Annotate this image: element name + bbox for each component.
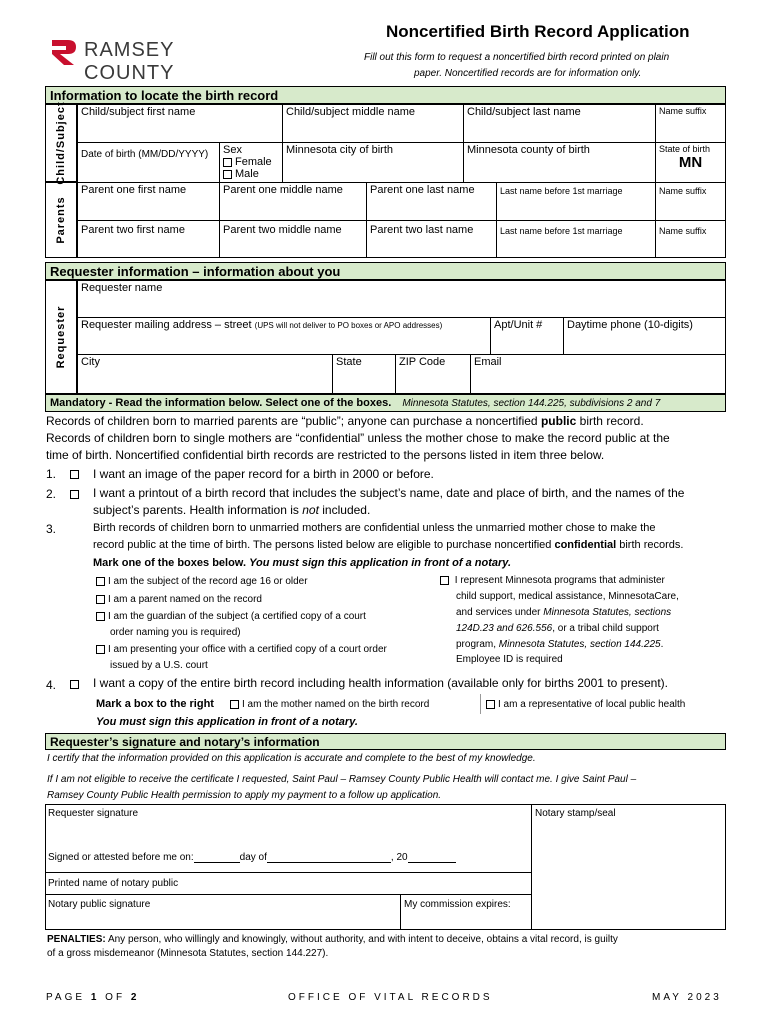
option-court-order-line-2: issued by a U.S. court xyxy=(110,660,208,671)
option-mn-programs-line-5: program, Minnesota Statutes, section 144.225. xyxy=(456,639,664,650)
mandatory-header-ref: Minnesota Statutes, section 144.225, subdivisions 2 and 7 xyxy=(402,398,661,409)
item-3-text-line-3: Mark one of the boxes below. You must sign this application in front of a notary. xyxy=(93,557,512,569)
child-name-suffix-field[interactable]: Name suffix xyxy=(655,104,726,143)
mandatory-header xyxy=(45,394,726,412)
eligible-text-line-1: If I am not eligible to receive the certificate I requested, Saint Paul – Ramsey County Public Health will contact me. I give Saint Paul – xyxy=(47,774,637,785)
option-court-order-checkbox[interactable] xyxy=(96,645,105,654)
commission-expires-field[interactable]: My commission expires: xyxy=(404,899,511,910)
option-mn-programs-line-3: and services under Minnesota Statutes, sections xyxy=(456,607,672,618)
parent-one-name-suffix-field[interactable]: Name suffix xyxy=(655,182,726,221)
item-1-text: I want an image of the paper record for a birth in 2000 or before. xyxy=(93,467,434,481)
option-mn-programs-line-4: 124D.23 and 626.556, or a tribal child support xyxy=(456,623,659,634)
subtitle-line-1: Fill out this form to request a noncertified birth record printed on plain xyxy=(364,52,670,63)
sex-field xyxy=(219,142,283,183)
option-parent-checkbox[interactable] xyxy=(96,595,105,604)
footer-date: MAY 2023 xyxy=(652,992,722,1003)
printed-name-rule xyxy=(45,894,532,895)
section-locate-header: Information to locate the birth record xyxy=(45,86,726,104)
date-of-birth-field[interactable]: Date of birth (MM/DD/YYYY) xyxy=(77,142,220,183)
parent-one-first-name-field[interactable]: Parent one first name xyxy=(77,182,220,221)
option-court-order[interactable]: I am presenting your office with a certified copy of a court order xyxy=(96,644,387,655)
item-4-option-public-health[interactable]: I am a representative of local public health xyxy=(486,699,685,710)
restricted-records-text: time of birth. Noncertified confidential birth records are restricted to the persons listed in item three below. xyxy=(46,448,605,462)
side-label-child: Child/Subject xyxy=(45,104,77,182)
email-field[interactable]: Email xyxy=(470,354,726,394)
zip-code-field[interactable]: ZIP Code xyxy=(395,354,471,394)
signature-right-rule xyxy=(725,804,726,930)
parent-one-last-name-before-marriage-field[interactable]: Last name before 1st marriage xyxy=(496,182,656,221)
address-label: Requester mailing address – street xyxy=(81,319,252,331)
signature-top-rule xyxy=(45,804,726,805)
option-guardian[interactable]: I am the guardian of the subject (a certified copy of a court xyxy=(96,611,366,622)
notary-stamp-field[interactable]: Notary stamp/seal xyxy=(535,808,616,819)
item-4-divider xyxy=(480,694,481,714)
certify-text: I certify that the information provided on this application is accurate and complete to the best of my knowledge. xyxy=(47,753,536,764)
section-requester-header: Requester information – information about you xyxy=(45,262,726,280)
requester-signature-rule xyxy=(45,872,532,873)
item-3-text-line-2: record public at the time of birth. The persons listed below are eligible to purchase noncertified confidential birth records. xyxy=(93,539,684,551)
option-guardian-line-2: order naming you is required) xyxy=(110,627,241,638)
notary-signature-field[interactable]: Notary public signature xyxy=(48,899,151,910)
item-3-text-line-1: Birth records of children born to unmarried mothers are confidential unless the unmarried mother chose to make the xyxy=(93,522,656,534)
option-guardian-checkbox[interactable] xyxy=(96,612,105,621)
item-3-number: 3. xyxy=(46,522,57,536)
item-2-number: 2. xyxy=(46,487,57,501)
item-4-option-mother-checkbox[interactable] xyxy=(230,700,239,709)
requester-name-field[interactable]: Requester name xyxy=(77,280,726,318)
public-records-text: Records of children born to married parents are “public”; anyone can purchase a noncertified public birth record. xyxy=(46,414,644,428)
parent-two-name-suffix-field[interactable]: Name suffix xyxy=(655,220,726,258)
state-of-birth-label: State of birth xyxy=(659,144,711,154)
item-2-text-line-2: subject’s parents. Health information is not included. xyxy=(93,503,371,517)
state-of-birth-field xyxy=(655,142,726,183)
page-title: Noncertified Birth Record Application xyxy=(386,22,690,41)
option-mn-programs-checkbox[interactable] xyxy=(440,576,449,585)
item-4-mark-instruction: Mark a box to the right xyxy=(96,698,214,710)
signed-year-blank[interactable] xyxy=(408,862,456,863)
signature-bottom-rule xyxy=(45,929,726,930)
child-last-name-field[interactable]: Child/subject last name xyxy=(463,104,656,143)
penalties-text-line-1: PENALTIES: Any person, who willingly and knowingly, without authority, and with intent to deceive, obtains a vital record, is guilty xyxy=(47,934,618,945)
confidential-records-text: Records of children born to single mothers are “confidential” unless the mother chose to make the record public at the xyxy=(46,431,670,445)
footer-office: OFFICE OF VITAL RECORDS xyxy=(288,992,493,1003)
signature-left-rule xyxy=(45,804,46,930)
logo-text: RAMSEY COUNTY xyxy=(84,39,175,84)
signed-month-blank[interactable] xyxy=(267,862,391,863)
signature-section-header: Requester’s signature and notary’s information xyxy=(45,733,726,750)
item-4-number: 4. xyxy=(46,678,57,692)
option-subject-checkbox[interactable] xyxy=(96,577,105,586)
state-field[interactable]: State xyxy=(332,354,396,394)
item-2-checkbox[interactable] xyxy=(70,490,79,499)
option-mn-programs[interactable]: I represent Minnesota programs that administer xyxy=(440,575,665,586)
female-checkbox[interactable] xyxy=(223,158,232,167)
parent-two-first-name-field[interactable]: Parent two first name xyxy=(77,220,220,258)
county-of-birth-field[interactable]: Minnesota county of birth xyxy=(463,142,656,183)
parent-one-last-name-field[interactable]: Parent one last name xyxy=(366,182,497,221)
requester-address-field[interactable] xyxy=(77,317,491,355)
female-option[interactable]: Female xyxy=(223,156,279,168)
item-4-option-public-health-checkbox[interactable] xyxy=(486,700,495,709)
subtitle-line-2: paper. Noncertified records are for information only. xyxy=(414,68,642,79)
item-4-checkbox[interactable] xyxy=(70,680,79,689)
side-label-requester: Requester xyxy=(45,280,77,394)
side-label-parents: Parents xyxy=(45,182,77,258)
item-1-number: 1. xyxy=(46,467,57,481)
daytime-phone-field[interactable]: Daytime phone (10-digits) xyxy=(563,317,726,355)
parent-one-middle-name-field[interactable]: Parent one middle name xyxy=(219,182,367,221)
penalties-text-line-2: of a gross misdemeanor (Minnesota Statutes, section 144.227). xyxy=(47,948,329,959)
item-1-checkbox[interactable] xyxy=(70,470,79,479)
sex-label: Sex xyxy=(223,144,242,156)
mandatory-header-text: Mandatory - Read the information below. Select one of the boxes. xyxy=(50,397,392,409)
signed-day-blank[interactable] xyxy=(194,862,240,863)
child-middle-name-field[interactable]: Child/subject middle name xyxy=(282,104,464,143)
child-first-name-field[interactable]: Child/subject first name xyxy=(77,104,283,143)
city-of-birth-field[interactable]: Minnesota city of birth xyxy=(282,142,464,183)
county-logo xyxy=(50,38,270,84)
item-4-text: I want a copy of the entire birth record including health information (available only for births 2001 to present). xyxy=(93,676,668,690)
male-checkbox[interactable] xyxy=(223,170,232,179)
footer-page-number: PAGE 1 OF 2 xyxy=(46,992,140,1003)
option-mn-programs-line-2: child support, medical assistance, MinnesotaCare, xyxy=(456,591,679,602)
ramsey-logo-icon xyxy=(50,38,78,66)
option-mn-programs-line-6: Employee ID is required xyxy=(456,654,563,665)
commission-divider xyxy=(400,894,401,930)
parent-two-middle-name-field[interactable]: Parent two middle name xyxy=(219,220,367,258)
item-4-option-mother[interactable]: I am the mother named on the birth record xyxy=(230,699,429,710)
signed-attested-field[interactable]: Signed or attested before me on: day of , 20 xyxy=(48,852,456,863)
printed-name-notary-field[interactable]: Printed name of notary public xyxy=(48,878,179,889)
city-field[interactable]: City xyxy=(77,354,333,394)
male-option[interactable]: Male xyxy=(223,168,279,180)
notary-stamp-divider xyxy=(531,804,532,930)
item-4-notary-note: You must sign this application in front of a notary. xyxy=(96,716,358,728)
item-2-text-line-1: I want a printout of a birth record that includes the subject’s name, date and place of birth, and the names of the xyxy=(93,486,685,500)
eligible-text-line-2: Ramsey County Public Health permission to apply my payment to a follow up application. xyxy=(47,790,442,801)
apt-unit-field[interactable]: Apt/Unit # xyxy=(490,317,564,355)
option-subject[interactable]: I am the subject of the record age 16 or older xyxy=(96,576,308,587)
parent-two-last-name-before-marriage-field[interactable]: Last name before 1st marriage xyxy=(496,220,656,258)
address-note: (UPS will not deliver to PO boxes or APO addresses) xyxy=(254,321,443,330)
option-parent[interactable]: I am a parent named on the record xyxy=(96,594,262,605)
requester-signature-field[interactable]: Requester signature xyxy=(48,808,139,819)
state-of-birth-value: MN xyxy=(678,154,703,171)
parent-two-last-name-field[interactable]: Parent two last name xyxy=(366,220,497,258)
